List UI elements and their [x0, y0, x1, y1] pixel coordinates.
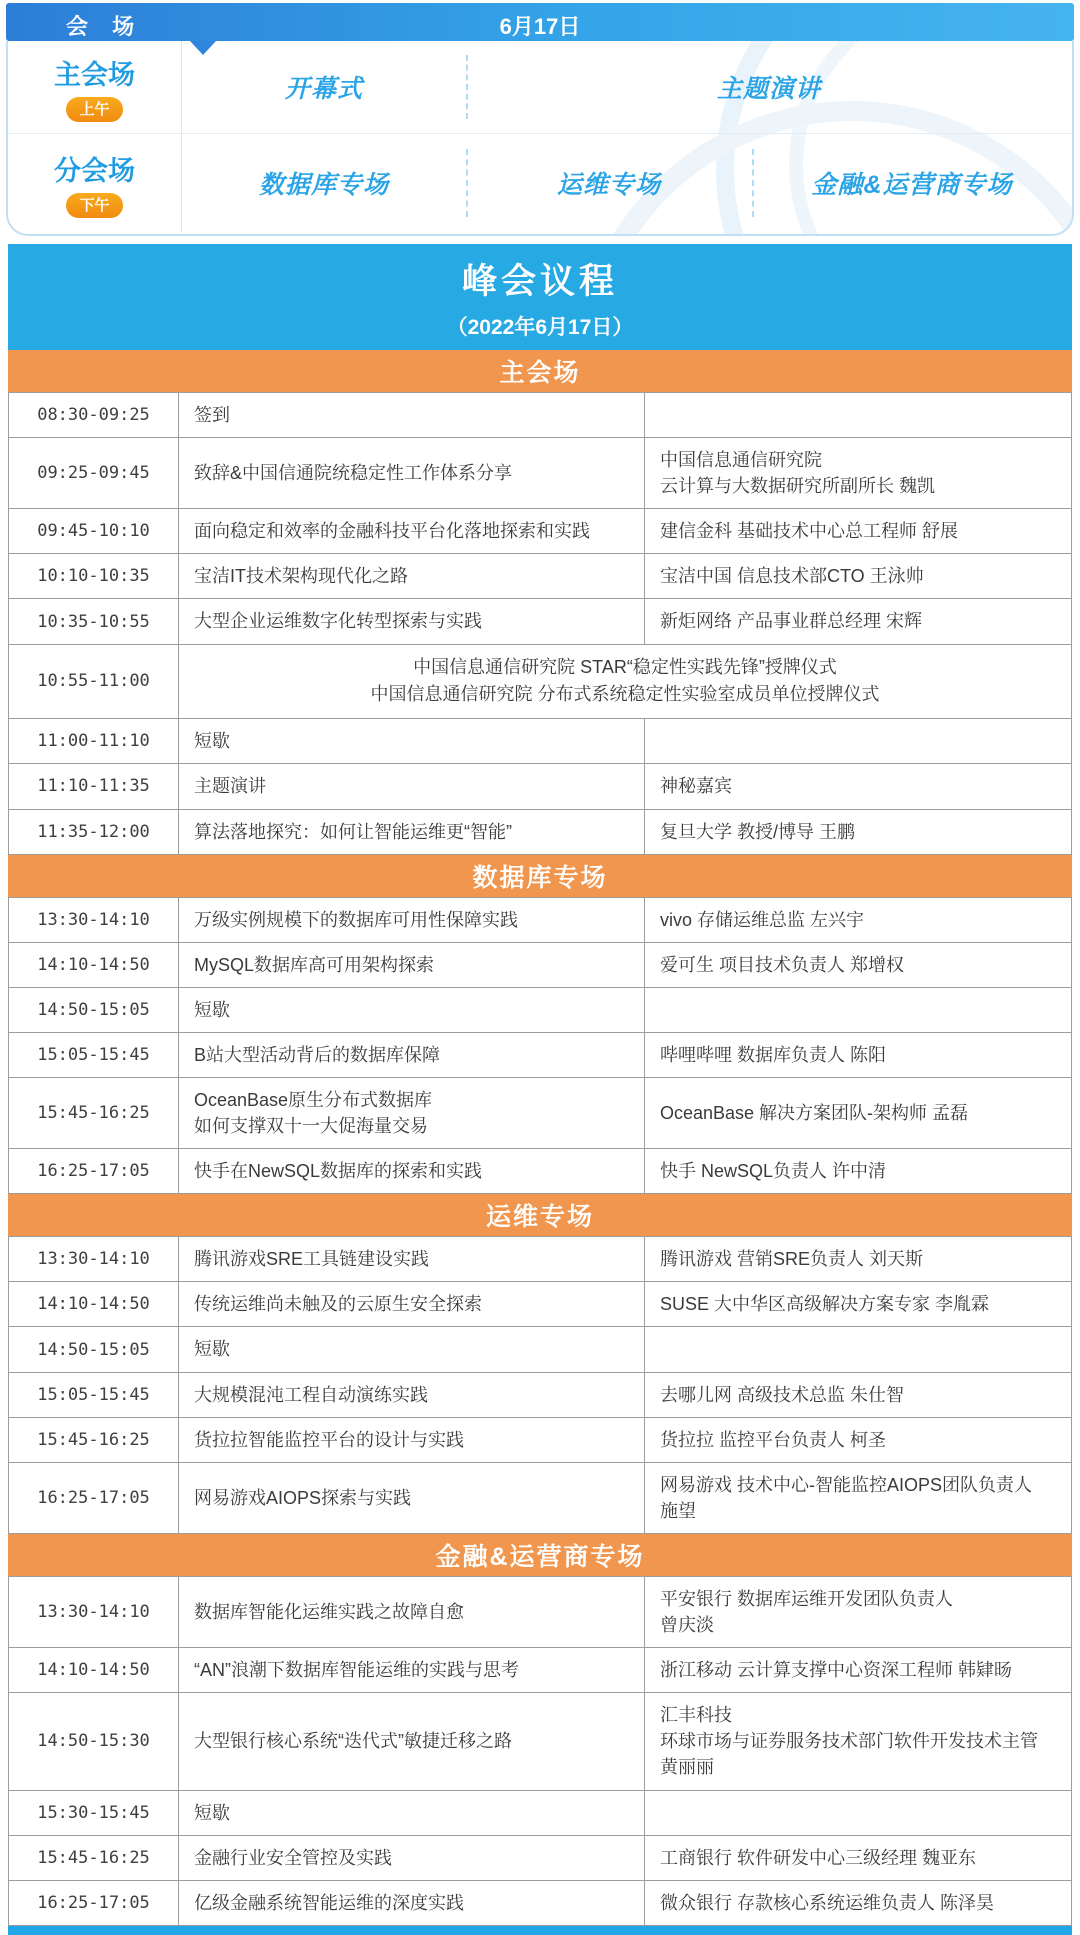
time-cell: 14:10-14:50: [9, 1648, 179, 1692]
topic-cell: 大型企业运维数字化转型探索与实践: [179, 599, 645, 643]
topic-cell: 腾讯游戏SRE工具链建设实践: [179, 1237, 645, 1281]
bottom-blue-bar: [8, 1926, 1072, 1935]
section-rows: [8, 392, 1072, 855]
time-cell: 13:30-14:10: [9, 1237, 179, 1281]
time-cell: 14:10-14:50: [9, 1282, 179, 1326]
topic-cell: 大型银行核心系统“迭代式”敏捷迁移之路: [179, 1693, 645, 1789]
speaker-cell: 腾讯游戏 营销SRE负责人 刘天斯: [660, 1249, 924, 1270]
speaker-cell: [645, 1791, 1071, 1835]
time-cell: 09:25-09:45: [9, 438, 179, 508]
pointer-notch-icon: [190, 41, 216, 55]
topic-cell: 亿级金融系统智能运维的深度实践: [179, 1881, 645, 1925]
section-rows: [8, 1236, 1072, 1534]
topic-cell: 短歇: [179, 1327, 645, 1371]
topic-cell: 面向稳定和效率的金融科技平台化落地探索和实践: [179, 509, 645, 553]
topic-cell: “AN”浪潮下数据库智能运维的实践与思考: [179, 1648, 645, 1692]
section-header: 主会场: [8, 350, 1072, 392]
tab-keynote[interactable]: 主题演讲: [466, 41, 1072, 133]
topic-cell: 数据库智能化运维实践之故障自愈: [179, 1577, 645, 1647]
table-row: [8, 554, 1072, 599]
tab-ops-session[interactable]: 运维专场: [466, 134, 752, 232]
time-cell: 11:10-11:35: [9, 764, 179, 808]
table-row: [8, 645, 1072, 720]
table-row: [8, 1648, 1072, 1693]
top-header-bar: [6, 3, 1074, 41]
table-row: [8, 1033, 1072, 1078]
topic-cell: MySQL数据库高可用架构探索: [179, 943, 645, 987]
speaker-cell: 货拉拉 监控平台负责人 柯圣: [660, 1429, 887, 1450]
table-row: [8, 1836, 1072, 1881]
time-cell: 15:05-15:45: [9, 1033, 179, 1077]
table-row: [8, 1282, 1072, 1327]
agenda-date: （2022年6月17日）: [446, 315, 634, 339]
topic-cell: 短歇: [179, 1791, 645, 1835]
speaker-cell: OceanBase 解决方案团队-架构师 孟磊: [660, 1103, 969, 1124]
speaker-cell: 汇丰科技 环球市场与证券服务技术部门软件开发技术主管 黄丽丽: [660, 1705, 1038, 1778]
table-row: [8, 988, 1072, 1033]
time-cell: 13:30-14:10: [9, 1577, 179, 1647]
time-cell: 13:30-14:10: [9, 898, 179, 942]
afternoon-badge: 下午: [66, 193, 122, 218]
nav-row-afternoon: [8, 134, 1072, 232]
topic-cell: OceanBase原生分布式数据库 如何支撑双十一大促海量交易: [179, 1078, 645, 1148]
topic-cell: 宝洁IT技术架构现代化之路: [179, 554, 645, 598]
time-cell: 16:25-17:05: [9, 1149, 179, 1193]
section-rows: [8, 1576, 1072, 1926]
speaker-cell: 爱可生 项目技术负责人 郑增权: [660, 954, 905, 975]
topic-cell: 主题演讲: [179, 764, 645, 808]
speaker-cell: 浙江移动 云计算支撑中心资深工程师 韩肄旸: [660, 1660, 1012, 1681]
time-cell: 16:25-17:05: [9, 1881, 179, 1925]
topic-cell: 大规模混沌工程自动演练实践: [179, 1373, 645, 1417]
table-row: [8, 897, 1072, 943]
time-cell: 11:35-12:00: [9, 810, 179, 854]
time-cell: 15:45-16:25: [9, 1078, 179, 1148]
tab-opening-ceremony[interactable]: 开幕式: [284, 75, 363, 103]
venue-nav-card: [6, 41, 1074, 236]
topic-cell: 金融行业安全管控及实践: [179, 1836, 645, 1880]
time-cell: 15:05-15:45: [9, 1373, 179, 1417]
table-row: [8, 1693, 1072, 1790]
morning-badge: 上午: [66, 97, 122, 122]
speaker-cell: [645, 719, 1071, 763]
speaker-cell: 工商银行 软件研发中心三级经理 魏亚东: [660, 1847, 977, 1868]
speaker-cell: 去哪儿网 高级技术总监 朱仕智: [660, 1384, 905, 1405]
table-row: [8, 1418, 1072, 1463]
venue-label: 会 场: [66, 14, 144, 39]
table-row: [8, 1078, 1072, 1149]
table-row: [8, 509, 1072, 554]
topic-cell: 货拉拉智能监控平台的设计与实践: [179, 1418, 645, 1462]
table-row: [8, 599, 1072, 644]
time-cell: 09:45-10:10: [9, 509, 179, 553]
topic-cell: 签到: [179, 393, 645, 437]
breakout-venue-label-cell: [8, 134, 182, 232]
main-venue-label-cell: [8, 41, 182, 133]
time-cell: 15:45-16:25: [9, 1418, 179, 1462]
time-cell: 15:30-15:45: [9, 1791, 179, 1835]
agenda-table: [8, 350, 1072, 1926]
table-row: [8, 1373, 1072, 1418]
table-row: [8, 1327, 1072, 1372]
topic-cell: 算法落地探究：如何让智能运维更“智能”: [179, 810, 645, 854]
time-cell: 11:00-11:10: [9, 719, 179, 763]
topic-cell: B站大型活动背后的数据库保障: [179, 1033, 645, 1077]
table-row: [8, 1149, 1072, 1194]
table-row: [8, 1463, 1072, 1534]
speaker-cell: 哔哩哔哩 数据库负责人 陈阳: [660, 1044, 887, 1065]
speaker-cell: 宝洁中国 信息技术部CTO 王泳帅: [660, 566, 924, 587]
table-row: [8, 719, 1072, 764]
table-row: [8, 392, 1072, 438]
topic-cell: 快手在NewSQL数据库的探索和实践: [179, 1149, 645, 1193]
speaker-cell: SUSE 大中华区高级解决方案专家 李胤霖: [660, 1294, 990, 1315]
section-header: 数据库专场: [8, 855, 1072, 897]
topic-cell: 致辞&中国信通院统稳定性工作体系分享: [179, 438, 645, 508]
speaker-cell: 平安银行 数据库运维开发团队负责人 曾庆淡: [660, 1588, 953, 1636]
topic-cell: 传统运维尚未触及的云原生安全探索: [179, 1282, 645, 1326]
speaker-cell: 快手 NewSQL负责人 许中清: [660, 1161, 887, 1182]
speaker-cell: 中国信息通信研究院 云计算与大数据研究所副所长 魏凯: [660, 450, 935, 497]
nav-row-morning: [8, 41, 1072, 134]
table-row: [8, 1881, 1072, 1926]
time-cell: 10:10-10:35: [9, 554, 179, 598]
speaker-cell: 网易游戏 技术中心-智能监控AIOPS团队负责人 施望: [660, 1474, 1033, 1521]
time-cell: 10:55-11:00: [9, 645, 179, 719]
speaker-cell: [645, 1327, 1071, 1371]
section-header: 金融&运营商专场: [8, 1534, 1072, 1576]
speaker-cell: vivo 存储运维总监 左兴宇: [660, 909, 865, 930]
speaker-cell: 复旦大学 教授/博导 王鹏: [660, 821, 856, 842]
time-cell: 14:50-15:30: [9, 1693, 179, 1789]
section-header: 运维专场: [8, 1194, 1072, 1236]
time-cell: 14:50-15:05: [9, 1327, 179, 1371]
breakout-venue-label: 分会场: [54, 155, 135, 186]
topic-cell: 万级实例规模下的数据库可用性保障实践: [179, 898, 645, 942]
time-cell: 16:25-17:05: [9, 1463, 179, 1533]
table-row: [8, 764, 1072, 809]
table-row: [8, 810, 1072, 855]
time-cell: 14:50-15:05: [9, 988, 179, 1032]
speaker-cell: [645, 393, 1071, 437]
speaker-cell: [645, 988, 1071, 1032]
time-cell: 15:45-16:25: [9, 1836, 179, 1880]
speaker-cell: 微众银行 存款核心系统运维负责人 陈泽昊: [660, 1892, 995, 1913]
date-label: 6月17日: [499, 14, 581, 39]
tab-database-session[interactable]: 数据库专场: [258, 171, 389, 199]
speaker-cell: 神秘嘉宾: [660, 776, 732, 797]
section-rows: [8, 897, 1072, 1195]
speaker-cell: 新炬网络 产品事业群总经理 宋辉: [660, 611, 923, 632]
time-cell: 14:10-14:50: [9, 943, 179, 987]
time-cell: 10:35-10:55: [9, 599, 179, 643]
table-row: [8, 438, 1072, 509]
topic-cell: 网易游戏AIOPS探索与实践: [179, 1463, 645, 1533]
table-row: [8, 943, 1072, 988]
table-row: [8, 1236, 1072, 1282]
topic-cell: 短歇: [179, 988, 645, 1032]
agenda-banner: [8, 244, 1072, 350]
table-row: [8, 1576, 1072, 1648]
speaker-cell: 建信金科 基础技术中心总工程师 舒展: [660, 521, 959, 542]
table-row: [8, 1791, 1072, 1836]
tab-finance-session[interactable]: 金融&运营商专场: [752, 134, 1072, 232]
agenda-title: 峰会议程: [461, 261, 618, 301]
time-cell: 08:30-09:25: [9, 393, 179, 437]
main-venue-label: 主会场: [54, 59, 135, 90]
merged-cell: 中国信息通信研究院 STAR“稳定性实践先锋”授牌仪式 中国信息通信研究院 分布式系统稳定性实验室成员单位授牌仪式: [370, 656, 880, 705]
topic-cell: 短歇: [179, 719, 645, 763]
